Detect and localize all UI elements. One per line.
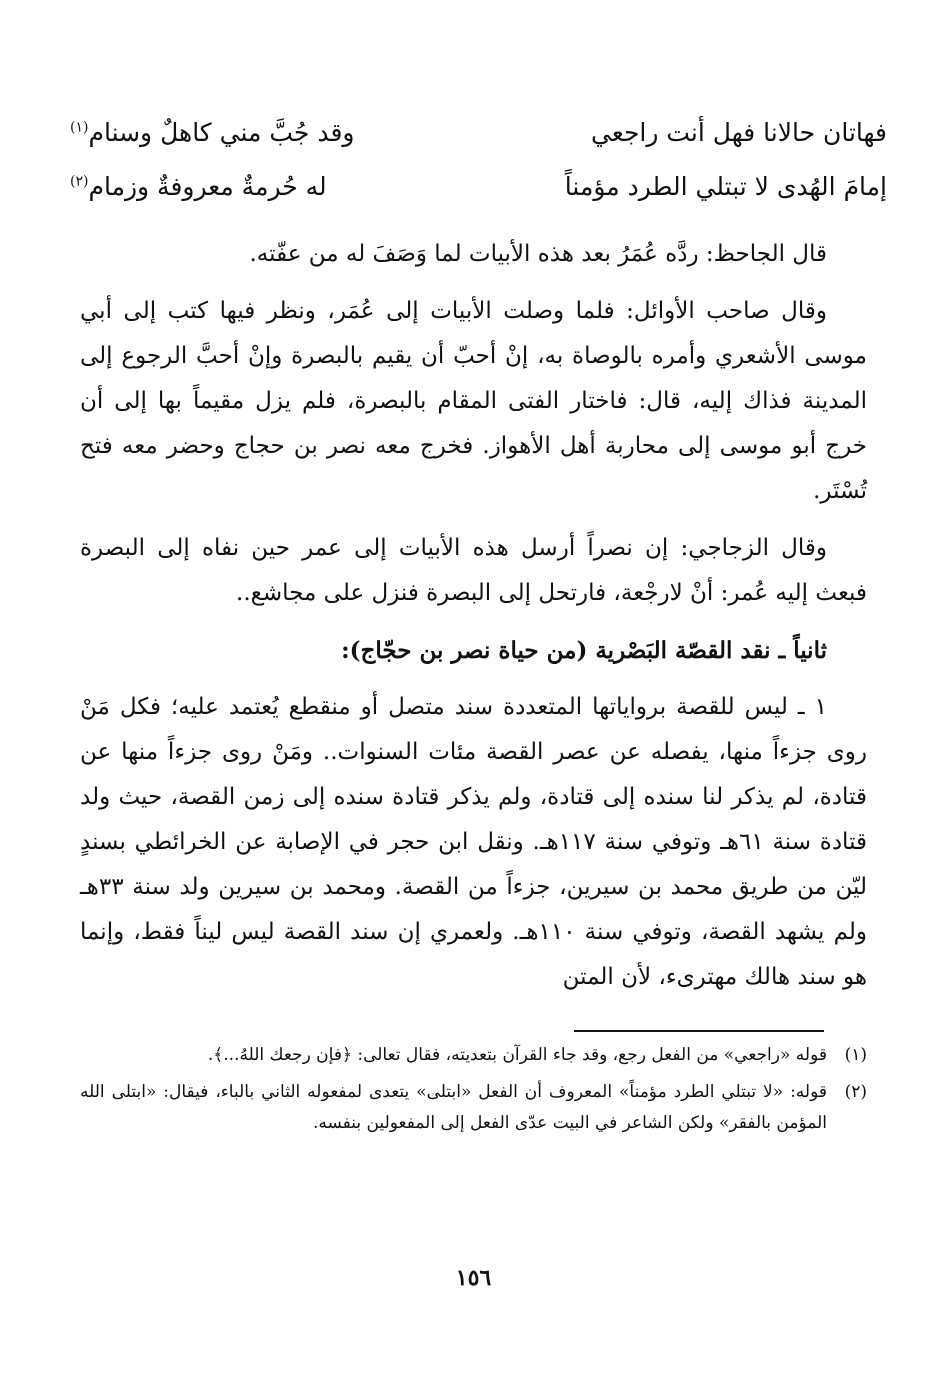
verse-second-hemistich-text: وقد جُبَّ مني كاهلٌ وسنام <box>88 118 355 147</box>
verse-second-hemistich <box>70 118 450 147</box>
footnote-number: (١) <box>844 1045 867 1065</box>
paragraph-jahiz: قال الجاحظ: ردَّه عُمَرُ بعد هذه الأبيات لما وَصَفَ له من عفّته. <box>249 241 827 267</box>
paragraph-zajjaji: وقال الزجاجي: إن نصراً أرسل هذه الأبيات إلى عمر حين نفاه إلى البصرة فبعث إليه عُمر: أنْ لارجْعة، فارتحل إلى البصرة فنزل على مجاشع.. <box>80 535 867 606</box>
body-text <box>80 232 867 1012</box>
verse-line <box>70 172 887 226</box>
verse-second-hemistich <box>70 172 450 201</box>
paragraph-awail: وقال صاحب الأوائل: فلما وصلت الأبيات إلى عُمَر، ونظر فيها كتب إلى أبي موسى الأشعري وأمره بالوصاة به، إنْ أحبّ أن يقيم بالبصرة وإنْ أحبَّ الرجوع إلى المدينة فذاك إليه، قال: فاختار الفتى المقام بالبصرة، فلم يزل مقيماً بها إلى أن خرج أبو موسى إلى محاربة أهل الأهواز. فخرج معه نصر بن حجاج وحضر معه فتح تُسْتَر. <box>80 298 867 504</box>
paragraph-critique: ١ ـ ليس للقصة برواياتها المتعددة سند متصل أو منقطع يُعتمد عليه؛ فكل مَنْ روى جزءاً منها، يفصله عن عصر القصة مئات السنوات.. ومَنْ روى جزءاً منها عن قتادة، لم يذكر لنا سنده إلى قتادة، ولم يذكر قتادة سنده إلى زمن القصة، حيث ولد قتادة سنة ٦١هـ وتوفي سنة ١١٧هـ. ونقل ابن حجر في الإصابة عن الخرائطي بسندٍ ليّن من طريق محمد بن سيرين، جزءاً من القصة. ومحمد بن سيرين ولد سنة ٣٣هـ ولم يشهد القصة، وتوفي سنة ١١٠هـ. ولعمري إن سند القصة ليس ليناً فقط، وإنما هو سند هالك مهترىء، لأن المتن <box>80 694 868 990</box>
footnote <box>80 1040 867 1071</box>
footnote-number: (٢) <box>844 1082 867 1102</box>
verse-second-hemistich-text: له حُرمةٌ معروفةٌ وزمام <box>88 172 327 201</box>
section-heading: ثانياً ـ نقد القصّة البَصْرية (من حياة نصر بن حجّاج): <box>341 637 827 664</box>
verse-first-hemistich: إمامَ الهُدى لا تبتلي الطرد مؤمناً <box>564 172 887 201</box>
footnotes <box>80 1040 867 1145</box>
poem-verses <box>70 118 887 226</box>
footnote-divider <box>574 1030 824 1032</box>
footnote <box>80 1077 867 1139</box>
footnote-text: قوله «راجعي» من الفعل رجع، وقد جاء القرآن بتعديته، فقال تعالى: ﴿فإن رجعك اللهُ...﴾. <box>207 1045 827 1065</box>
verse-line <box>70 118 887 172</box>
page-number: ١٥٦ <box>455 1265 492 1291</box>
footnote-reference: (٢) <box>70 173 89 190</box>
footnote-text: قوله: «لا تبتلي الطرد مؤمناً» المعروف أن الفعل «ابتلى» يتعدى لمفعوله الثاني بالباء، فيقال: «ابتلى الله المؤمن بالفقر» ولكن الشاعر في البيت عدّى الفعل إلى المفعولين بنفسه. <box>80 1082 827 1133</box>
footnote-reference: (١) <box>70 119 89 136</box>
verse-first-hemistich: فهاتان حالانا فهل أنت راجعي <box>591 118 887 147</box>
